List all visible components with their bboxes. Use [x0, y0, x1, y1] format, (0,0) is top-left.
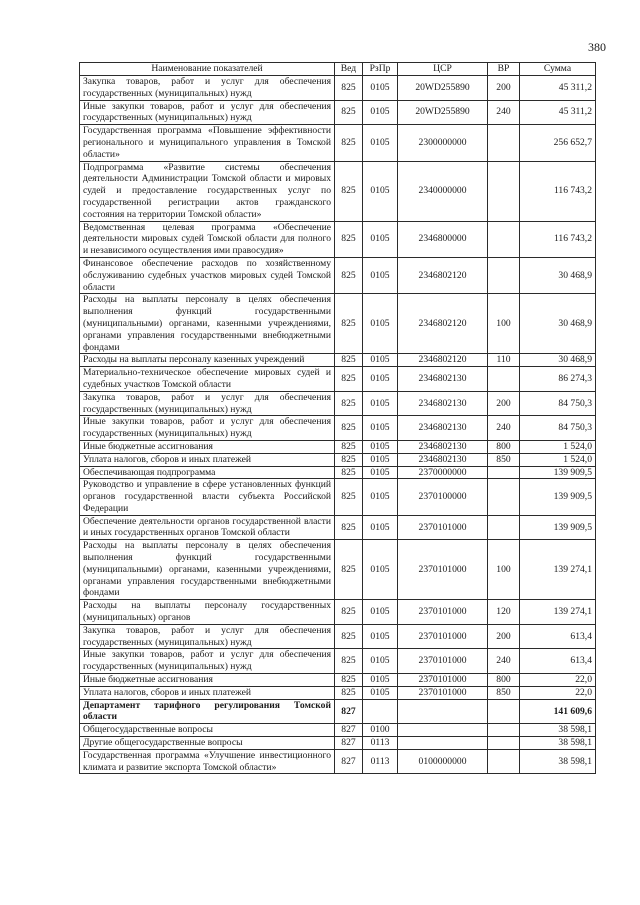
cell-ved: 825 [335, 257, 363, 293]
cell-csr: 20WD255890 [398, 76, 488, 101]
cell-vr: 240 [488, 416, 520, 441]
cell-name: Закупка товаров, работ и услуг для обеспечения государственных (муниципальных) нужд [80, 76, 335, 101]
cell-csr: 2370101000 [398, 674, 488, 687]
cell-csr: 2346802130 [398, 367, 488, 392]
cell-name: Уплата налогов, сборов и иных платежей [80, 453, 335, 466]
cell-ved: 827 [335, 737, 363, 750]
cell-rzpr [363, 699, 398, 724]
cell-sum: 139 909,5 [520, 515, 596, 540]
cell-rzpr: 0105 [363, 416, 398, 441]
table-row [80, 466, 596, 479]
cell-name: Иные закупки товаров, работ и услуг для обеспечения государственных (муниципальных) нужд [80, 649, 335, 674]
cell-name: Расходы на выплаты персоналу в целях обеспечения выполнения функций государственными (муниципальными) органами, казенными учреждениями, органами управления государственными внебюджетными фондами [80, 540, 335, 600]
cell-rzpr: 0105 [363, 466, 398, 479]
table-row [80, 391, 596, 416]
cell-rzpr: 0105 [363, 294, 398, 354]
table-row [80, 440, 596, 453]
cell-name: Иные закупки товаров, работ и услуг для обеспечения государственных (муниципальных) нужд [80, 100, 335, 125]
cell-vr: 200 [488, 624, 520, 649]
cell-name: Государственная программа «Повышение эффективности регионального и муниципального управления в Томской области» [80, 125, 335, 161]
cell-name: Руководство и управление в сфере установленных функций органов государственной власти субъекта Российской Федерации [80, 479, 335, 515]
cell-sum: 30 468,9 [520, 354, 596, 367]
cell-rzpr: 0105 [363, 674, 398, 687]
cell-sum: 256 652,7 [520, 125, 596, 161]
table-row [80, 367, 596, 392]
cell-vr: 100 [488, 294, 520, 354]
cell-csr: 2370101000 [398, 649, 488, 674]
cell-name: Иные бюджетные ассигнования [80, 440, 335, 453]
table-row [80, 221, 596, 257]
cell-ved: 825 [335, 440, 363, 453]
table-row [80, 724, 596, 737]
cell-vr [488, 221, 520, 257]
cell-vr [488, 737, 520, 750]
cell-csr: 2346802130 [398, 440, 488, 453]
cell-name: Государственная программа «Улучшение инвестиционного климата и развитие экспорта Томской области» [80, 749, 335, 774]
cell-csr [398, 699, 488, 724]
cell-csr: 2370101000 [398, 540, 488, 600]
table-row [80, 600, 596, 625]
cell-ved: 825 [335, 76, 363, 101]
cell-vr [488, 161, 520, 221]
cell-name: Иные бюджетные ассигнования [80, 674, 335, 687]
table-row [80, 161, 596, 221]
cell-rzpr: 0105 [363, 624, 398, 649]
cell-rzpr: 0105 [363, 161, 398, 221]
cell-vr: 240 [488, 100, 520, 125]
table-row [80, 453, 596, 466]
cell-csr: 2370101000 [398, 624, 488, 649]
header-csr: ЦСР [398, 63, 488, 76]
cell-rzpr: 0105 [363, 440, 398, 453]
cell-vr [488, 515, 520, 540]
table-row [80, 294, 596, 354]
cell-rzpr: 0105 [363, 479, 398, 515]
cell-rzpr: 0105 [363, 125, 398, 161]
header-name: Наименование показателей [80, 63, 335, 76]
cell-rzpr: 0105 [363, 540, 398, 600]
cell-name: Другие общегосударственные вопросы [80, 737, 335, 750]
cell-vr: 120 [488, 600, 520, 625]
cell-rzpr: 0113 [363, 749, 398, 774]
cell-csr: 2370101000 [398, 600, 488, 625]
cell-csr: 2370101000 [398, 515, 488, 540]
cell-csr: 2346802120 [398, 257, 488, 293]
table-row [80, 624, 596, 649]
cell-name: Закупка товаров, работ и услуг для обеспечения государственных (муниципальных) нужд [80, 391, 335, 416]
cell-vr [488, 699, 520, 724]
cell-name: Иные закупки товаров, работ и услуг для обеспечения государственных (муниципальных) нужд [80, 416, 335, 441]
cell-sum: 86 274,3 [520, 367, 596, 392]
table-row [80, 479, 596, 515]
cell-sum: 38 598,1 [520, 749, 596, 774]
cell-vr: 110 [488, 354, 520, 367]
table-row [80, 257, 596, 293]
table-row [80, 699, 596, 724]
cell-ved: 825 [335, 416, 363, 441]
cell-sum: 613,4 [520, 649, 596, 674]
cell-name: Обеспечивающая подпрограмма [80, 466, 335, 479]
cell-sum: 45 311,2 [520, 76, 596, 101]
cell-rzpr: 0105 [363, 367, 398, 392]
cell-csr: 2370100000 [398, 479, 488, 515]
cell-sum: 30 468,9 [520, 294, 596, 354]
cell-sum: 1 524,0 [520, 453, 596, 466]
cell-ved: 825 [335, 649, 363, 674]
header-rzpr: РзПр [363, 63, 398, 76]
cell-vr [488, 749, 520, 774]
cell-vr: 240 [488, 649, 520, 674]
cell-sum: 38 598,1 [520, 737, 596, 750]
header-ved: Вед [335, 63, 363, 76]
table-row [80, 649, 596, 674]
cell-csr: 2346802120 [398, 354, 488, 367]
cell-vr: 200 [488, 391, 520, 416]
cell-rzpr: 0100 [363, 724, 398, 737]
cell-vr [488, 479, 520, 515]
cell-ved: 825 [335, 466, 363, 479]
cell-sum: 116 743,2 [520, 221, 596, 257]
cell-name: Расходы на выплаты персоналу государственных (муниципальных) органов [80, 600, 335, 625]
cell-ved: 827 [335, 699, 363, 724]
cell-rzpr: 0105 [363, 354, 398, 367]
table-row [80, 749, 596, 774]
cell-vr [488, 724, 520, 737]
cell-rzpr: 0113 [363, 737, 398, 750]
cell-name: Подпрограмма «Развитие системы обеспечения деятельности Администрации Томской области и мировых судей и предоставление государственных услуг по государственной регистрации актов гражданского состояния на территории Томской области» [80, 161, 335, 221]
cell-sum: 22,0 [520, 674, 596, 687]
table-body [80, 76, 596, 774]
cell-csr: 0100000000 [398, 749, 488, 774]
cell-vr [488, 257, 520, 293]
table-row [80, 76, 596, 101]
cell-name: Ведомственная целевая программа «Обеспечение деятельности мировых судей Томской области для полного и независимого осуществления ими правосудия» [80, 221, 335, 257]
table-row [80, 416, 596, 441]
cell-csr: 2346802130 [398, 391, 488, 416]
cell-rzpr: 0105 [363, 600, 398, 625]
page-number: 380 [588, 40, 606, 54]
table-row [80, 100, 596, 125]
header-vr: ВР [488, 63, 520, 76]
cell-vr: 800 [488, 674, 520, 687]
cell-csr [398, 737, 488, 750]
table-row [80, 686, 596, 699]
cell-csr: 2346802130 [398, 453, 488, 466]
cell-rzpr: 0105 [363, 257, 398, 293]
table-row [80, 540, 596, 600]
cell-rzpr: 0105 [363, 686, 398, 699]
cell-name: Уплата налогов, сборов и иных платежей [80, 686, 335, 699]
cell-ved: 825 [335, 294, 363, 354]
cell-ved: 825 [335, 624, 363, 649]
cell-vr: 100 [488, 540, 520, 600]
cell-sum: 22,0 [520, 686, 596, 699]
cell-rzpr: 0105 [363, 76, 398, 101]
cell-vr [488, 125, 520, 161]
cell-csr: 20WD255890 [398, 100, 488, 125]
cell-rzpr: 0105 [363, 515, 398, 540]
cell-sum: 139 274,1 [520, 540, 596, 600]
cell-sum: 139 274,1 [520, 600, 596, 625]
cell-vr: 850 [488, 453, 520, 466]
cell-ved: 825 [335, 686, 363, 699]
cell-sum: 38 598,1 [520, 724, 596, 737]
cell-vr: 800 [488, 440, 520, 453]
cell-name: Департамент тарифного регулирования Томской области [80, 699, 335, 724]
table-row [80, 737, 596, 750]
table-row [80, 125, 596, 161]
cell-name: Материально-техническое обеспечение мировых судей и судебных участков Томской области [80, 367, 335, 392]
cell-name: Обеспечение деятельности органов государственной власти и иных государственных органов Томской области [80, 515, 335, 540]
budget-table [79, 62, 596, 774]
cell-csr: 2346802130 [398, 416, 488, 441]
cell-csr: 2340000000 [398, 161, 488, 221]
cell-sum: 139 909,5 [520, 466, 596, 479]
cell-rzpr: 0105 [363, 221, 398, 257]
cell-ved: 825 [335, 674, 363, 687]
cell-csr: 2370000000 [398, 466, 488, 479]
cell-rzpr: 0105 [363, 391, 398, 416]
table-header-row [80, 63, 596, 76]
cell-vr [488, 466, 520, 479]
cell-ved: 825 [335, 221, 363, 257]
table-row [80, 674, 596, 687]
cell-csr: 2346802120 [398, 294, 488, 354]
table-row [80, 354, 596, 367]
cell-ved: 827 [335, 724, 363, 737]
cell-csr: 2300000000 [398, 125, 488, 161]
cell-name: Общегосударственные вопросы [80, 724, 335, 737]
cell-csr: 2370101000 [398, 686, 488, 699]
cell-ved: 825 [335, 479, 363, 515]
table-row [80, 515, 596, 540]
cell-name: Расходы на выплаты персоналу казенных учреждений [80, 354, 335, 367]
cell-name: Финансовое обеспечение расходов по хозяйственному обслуживанию судебных участков мировых судей Томской области [80, 257, 335, 293]
cell-sum: 45 311,2 [520, 100, 596, 125]
cell-ved: 825 [335, 367, 363, 392]
cell-ved: 825 [335, 125, 363, 161]
header-sum: Сумма [520, 63, 596, 76]
cell-ved: 825 [335, 540, 363, 600]
cell-ved: 825 [335, 354, 363, 367]
cell-name: Закупка товаров, работ и услуг для обеспечения государственных (муниципальных) нужд [80, 624, 335, 649]
cell-vr: 200 [488, 76, 520, 101]
cell-vr: 850 [488, 686, 520, 699]
cell-csr: 2346800000 [398, 221, 488, 257]
cell-sum: 30 468,9 [520, 257, 596, 293]
cell-sum: 1 524,0 [520, 440, 596, 453]
cell-ved: 825 [335, 391, 363, 416]
cell-ved: 825 [335, 600, 363, 625]
cell-csr [398, 724, 488, 737]
cell-ved: 827 [335, 749, 363, 774]
cell-ved: 825 [335, 100, 363, 125]
cell-sum: 84 750,3 [520, 391, 596, 416]
cell-ved: 825 [335, 515, 363, 540]
cell-sum: 84 750,3 [520, 416, 596, 441]
cell-sum: 139 909,5 [520, 479, 596, 515]
cell-rzpr: 0105 [363, 453, 398, 466]
cell-name: Расходы на выплаты персоналу в целях обеспечения выполнения функций государственными (муниципальными) органами, казенными учреждениями, органами управления государственными внебюджетными фондами [80, 294, 335, 354]
cell-ved: 825 [335, 453, 363, 466]
cell-sum: 116 743,2 [520, 161, 596, 221]
cell-vr [488, 367, 520, 392]
cell-rzpr: 0105 [363, 649, 398, 674]
cell-rzpr: 0105 [363, 100, 398, 125]
cell-sum: 613,4 [520, 624, 596, 649]
cell-sum: 141 609,6 [520, 699, 596, 724]
cell-ved: 825 [335, 161, 363, 221]
